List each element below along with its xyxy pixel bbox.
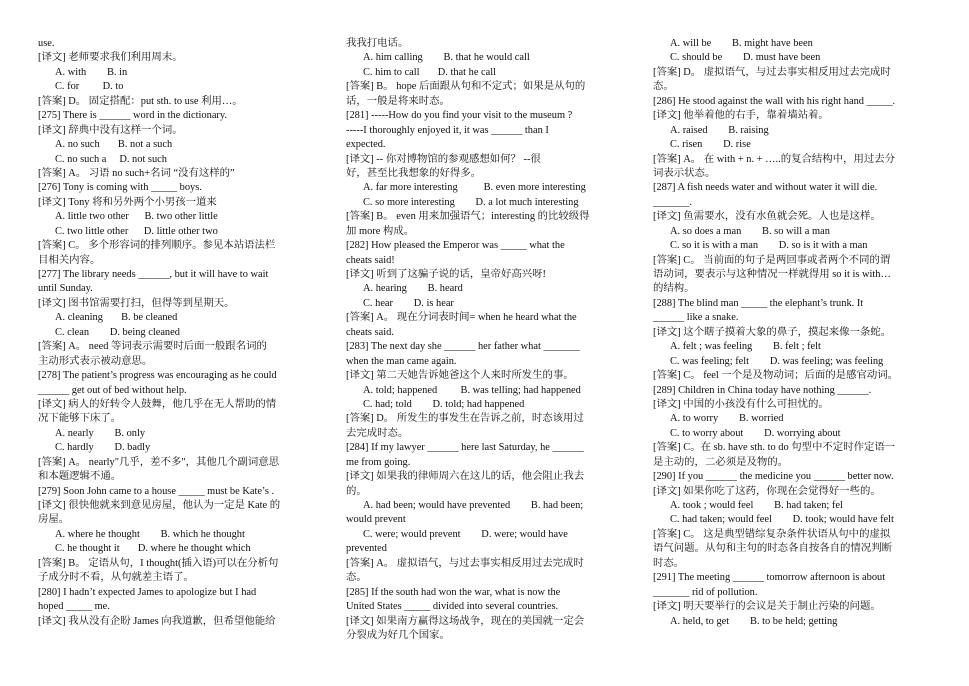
answer-options-line: C. hardly D. badly — [55, 442, 151, 454]
answer-options-line: C. should be D. must have been — [670, 52, 821, 64]
text-line: [译文] 中国的小孩没有什么可担忧的。 — [653, 398, 829, 410]
text-line: [译文] 我从没有企盼 James 向我道歉，但希望他能给 — [38, 615, 276, 627]
text-line: [答案] D。 所发生的事发生在告诉之前，时态该用过 — [346, 413, 584, 425]
answer-options-line: A. cleaning B. be cleaned — [55, 312, 178, 324]
answer-options-line: C. clean D. being cleaned — [55, 326, 180, 338]
text-line: [282] How pleased the Emperor was _____ what the — [346, 240, 565, 252]
text-line: cheats said. — [346, 326, 394, 338]
text-line: United States _____ divided into several countries. — [346, 601, 559, 613]
text-line: [译文] 明天要举行的会议是关于制止污染的问题。 — [653, 601, 881, 613]
text-line: 去完成时态。 — [346, 427, 409, 439]
text-line: [译文] 听到了这骗子说的话，皇帝好高兴呀! — [346, 269, 547, 280]
text-line: [译文] 他举着他的右手，靠着墙站着。 — [653, 110, 829, 122]
text-line: [286] He stood against the wall with his right hand _____. — [653, 95, 896, 107]
text-line: [287] A fish needs water and without water it will die. — [653, 182, 878, 194]
answer-options-line: C. were; would prevent D. were; would have — [363, 528, 568, 540]
text-line: [答案] A。 虚拟语气，与过去事实相反用过去完成时 — [346, 557, 584, 569]
text-line: [译文] 图书馆需要打扫，但得等到星期天。 — [38, 297, 235, 309]
answer-options-line: C. him to call D. that he call — [363, 66, 497, 78]
text-line: [答案] A。 nearly"几乎，差不多"，其他几个副词意思 — [38, 456, 280, 468]
answer-options-line: A. will be B. might have been — [670, 38, 813, 49]
text-line: [278] The patient’s progress was encouraging as he could — [38, 370, 277, 382]
text-line: [答案] C。 这是典型错综复杂条件状语从句中的虚拟 — [653, 528, 891, 540]
text-line: [答案] A。 在 with + n. + …..的复合结构中，用过去分 — [653, 153, 896, 165]
text-line: 房屋。 — [38, 514, 70, 526]
text-line: [277] The library needs ______, but it will have to wait — [38, 269, 269, 280]
answer-options-line: A. to worry B. worried — [670, 413, 784, 425]
text-line: [译文] 鱼需要水，没有水鱼就会死。人也是这样。 — [653, 211, 881, 223]
answer-options-line: C. so it is with a man D. so is it with a man — [670, 240, 868, 252]
text-line: [答案] A。 need 等词表示需要时后面一般跟名词的 — [38, 341, 267, 353]
text-line: me from going. — [346, 456, 411, 468]
text-line: [答案] B。 hope 后面跟从句和不定式；如果是从句的 — [346, 81, 586, 93]
answer-options-line: C. for D. to — [55, 81, 124, 93]
text-line: [译文] Tony 将和另外两个小男孩一道来 — [38, 196, 217, 208]
text-column-left — [38, 37, 320, 629]
text-line: [译文] 如果我的律师周六在这儿的话，他会阻止我去 — [346, 471, 585, 483]
text-line: [276] Tony is coming with _____ boys. — [38, 182, 202, 194]
text-line: [答案] B。 even 用来加强语气；interesting 的比较级得 — [346, 211, 590, 223]
text-line: 语动词，要表示与这种情况一样就得用 so it is with… — [653, 269, 891, 280]
answer-options-line: A. far more interesting B. even more interesting — [363, 182, 586, 194]
text-line: ______ get out of bed without help. — [38, 384, 187, 396]
text-line: [译文] 辞典中没有这样一个词。 — [38, 124, 183, 136]
text-line: [答案] C。 多个形容词的排列顺序。参见本站语法栏 — [38, 240, 276, 252]
text-line: 子成分时不看，从句就差主语了。 — [38, 572, 194, 584]
answer-options-line: A. held, to get B. to be held; getting — [670, 615, 838, 627]
text-line: would prevent — [346, 514, 406, 526]
text-line: 我我打电话。 — [346, 38, 409, 49]
text-line: [译文] 病人的好转令人鼓舞，他几乎在无人帮助的情 — [38, 398, 277, 410]
answer-options-line: C. to worry about D. worrying about — [670, 427, 841, 439]
answer-options-line: A. hearing B. heard — [363, 283, 463, 295]
text-line: 时态。 — [653, 557, 685, 569]
text-line: cheats said! — [346, 254, 395, 266]
text-column-middle — [346, 37, 630, 643]
text-line: [291] The meeting ______ tomorrow afternoon is about — [653, 572, 886, 584]
text-line: 分裂成为好几个国家。 — [346, 629, 450, 641]
answer-options-line: A. where he thought B. which he thought — [55, 528, 245, 540]
answer-options-line: A. had been; would have prevented B. had been; — [363, 500, 584, 511]
text-line: [288] The blind man _____ the elephant’s trunk. It — [653, 297, 864, 309]
text-line: 词表示状态。 — [653, 167, 716, 179]
answer-options-line: A. no such B. not a such — [55, 139, 173, 151]
text-line: [290] If you ______ the medicine you ______ better now. — [653, 471, 894, 483]
text-line: use. — [38, 38, 55, 49]
text-line: when the man came again. — [346, 355, 457, 367]
text-line: 的结构。 — [653, 283, 695, 295]
text-line: [答案] D。 固定搭配：put sth. to use 利用…。 — [38, 95, 243, 107]
text-line: 语气问题。从句和主句的时态各自按各自的情况判断 — [653, 543, 892, 555]
answer-options-line: C. two little other D. little other two — [55, 225, 218, 237]
text-line: 主动形式表示被动意思。 — [38, 355, 153, 367]
text-line: _______ rid of pollution. — [653, 586, 758, 598]
text-line: 目相关内容。 — [38, 254, 101, 266]
answer-options-line: A. told; happened B. was telling; had happened — [363, 384, 581, 396]
text-line: [285] If the south had won the war, what is now the — [346, 586, 561, 598]
text-line: [275] There is ______ word in the dictionary. — [38, 110, 228, 122]
text-line: [280] I hadn’t expected James to apologize but I had — [38, 586, 257, 598]
text-line: prevented — [346, 543, 387, 555]
answer-options-line: C. so more interesting D. a lot much interesting — [363, 196, 579, 208]
text-line: 是主动的，二必须是及物的。 — [653, 456, 789, 468]
text-line: _______. — [653, 196, 692, 208]
text-line: [答案] C。 当前面的句子是两回事或者两个不同的谓 — [653, 254, 891, 266]
answer-options-line: A. raised B. raising — [670, 124, 769, 136]
text-line: 态。 — [653, 81, 674, 93]
text-line: [答案] A。 现在分词表时间= when he heard what the — [346, 312, 577, 324]
text-line: 态。 — [346, 572, 367, 584]
text-line: [283] The next day she ______ her father what _______ — [346, 341, 580, 353]
text-line: [答案] C。 feel 一个是及物动词；后面的是感官动词。 — [653, 370, 899, 382]
text-line: [译文] 如果你吃了这药，你现在会觉得好一些的。 — [653, 485, 881, 497]
text-line: [译文] 这个瞎子摸着大象的鼻子，摸起来像一条蛇。 — [653, 326, 892, 338]
answer-options-line: C. no such a D. not such — [55, 153, 167, 165]
text-line: [279] Soon John came to a house _____ must be Kate’s . — [38, 485, 275, 497]
answer-options-line: C. was feeling; felt D. was feeling; was feeling — [670, 355, 884, 367]
answer-options-line: C. had taken; would feel D. took; would have felt — [670, 514, 894, 526]
answer-options-line: A. little two other B. two other little — [55, 211, 218, 223]
text-line: 和本题逻辑不通。 — [38, 471, 122, 483]
text-line: [答案] B。 定语从句，I thought(插入语)可以在分析句 — [38, 557, 279, 569]
text-line: [译文] 第二天她告诉她爸这个人来时所发生的事。 — [346, 370, 574, 382]
text-line: expected. — [346, 139, 386, 151]
text-line: [答案] D。 虚拟语气，与过去事实相反用过去完成时 — [653, 66, 891, 78]
text-line: [答案] C。在 sb. have sth. to do 句型中不定时作定语一 — [653, 442, 896, 454]
text-line: [译文] 很快他就来到意见房屋，他认为一定是 Kate 的 — [38, 500, 281, 511]
text-line: -----I thoroughly enjoyed it, it was ______ than I — [346, 124, 549, 136]
answer-options-line: A. took ; would feel B. had taken; fel — [670, 500, 843, 511]
text-line: [284] If my lawyer ______ here last Saturday, he ______ — [346, 442, 584, 454]
text-line: ______ like a snake. — [653, 312, 739, 324]
text-line: [289] Children in China today have nothing ______. — [653, 384, 872, 396]
text-line: 况下能够下床了。 — [38, 413, 122, 425]
text-line: 的。 — [346, 485, 367, 497]
answer-options-line: C. hear D. is hear — [363, 297, 454, 309]
text-line: until Sunday. — [38, 283, 93, 295]
text-line: 好，甚至比我想象的好得多。 — [346, 167, 482, 179]
answer-options-line: A. nearly B. only — [55, 427, 146, 439]
text-line: [译文] 如果南方赢得这场战争，现在的美国就一定会 — [346, 615, 585, 627]
answer-options-line: A. him calling B. that he would call — [363, 52, 530, 64]
text-line: [答案] A。 习语 no such+名词 “没有这样的” — [38, 167, 235, 179]
answer-options-line: C. he thought it D. where he thought which — [55, 543, 251, 555]
text-line: 话，一般是将来时态。 — [346, 95, 450, 107]
text-line: [281] -----How do you find your visit to the museum ? — [346, 110, 573, 122]
text-line: hoped _____ me. — [38, 601, 110, 613]
answer-options-line: C. had; told D. told; had happened — [363, 398, 525, 410]
answer-options-line: C. risen D. rise — [670, 139, 751, 151]
answer-options-line: A. so does a man B. so will a man — [670, 225, 830, 237]
text-line: [译文] -- 你对博物馆的参观感想如何？ --很 — [346, 153, 541, 165]
answer-options-line: A. with B. in — [55, 66, 128, 78]
text-column-right — [653, 37, 935, 629]
text-line: [译文] 老师要求我们利用周末。 — [38, 52, 183, 64]
answer-options-line: A. felt ; was feeling B. felt ; felt — [670, 341, 821, 353]
text-line: 加 more 构成。 — [346, 225, 415, 237]
